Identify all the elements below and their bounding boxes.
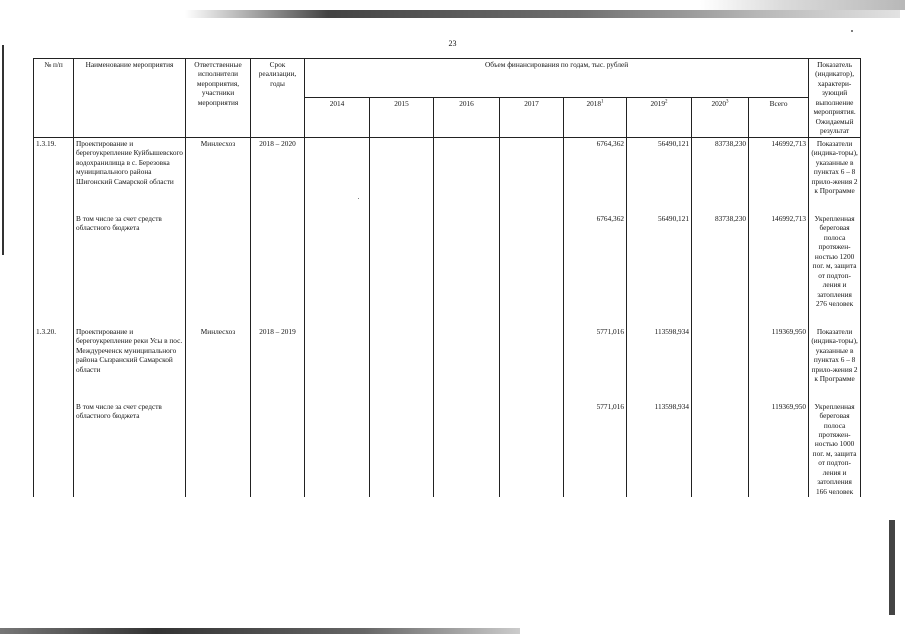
cell-2015 <box>370 401 434 498</box>
header-year-2015: 2015 <box>370 98 434 137</box>
cell-2014 <box>305 213 370 310</box>
scan-artifact-bottom <box>0 628 520 634</box>
header-year-2016: 2016 <box>434 98 500 137</box>
row-indicator: Укрепленная береговая полоса протяжен-ностью 1200 пог. м, защита от подтоп-ления и затопления 276 человек <box>809 213 861 310</box>
cell-2016 <box>434 137 500 196</box>
header-term: Срок реализации, годы <box>251 59 305 138</box>
cell-total: 119369,950 <box>749 326 809 385</box>
row-spacer <box>34 310 861 326</box>
cell-2014 <box>305 137 370 196</box>
row-num: 1.3.20. <box>34 326 74 385</box>
row-name: Проектирование и берегоукрепление реки Усы в пос. Междуреченск муниципального района Сызранский Самарской области <box>74 326 186 385</box>
table-row <box>34 137 861 196</box>
funding-table <box>33 58 861 497</box>
row-spacer <box>34 197 861 213</box>
cell-2016 <box>434 326 500 385</box>
row-responsible <box>186 213 251 310</box>
cell-2018: 6764,362 <box>564 137 627 196</box>
cell-2017 <box>500 401 564 498</box>
cell-2014 <box>305 401 370 498</box>
cell-2019: 113598,934 <box>627 326 692 385</box>
row-responsible: Минлесхоз <box>186 326 251 385</box>
cell-2020 <box>692 401 749 498</box>
row-num: 1.3.19. <box>34 137 74 196</box>
scan-speck <box>851 30 853 32</box>
page-number: 23 <box>448 39 457 48</box>
row-indicator: Укрепленная береговая полоса протяжен-ностью 1000 пог. м, защита от подтоп-ления и затопления 166 человек <box>809 401 861 498</box>
header-year-2014: 2014 <box>305 98 370 137</box>
scan-artifact-left <box>2 45 4 255</box>
header-name: Наименование мероприятия <box>74 59 186 138</box>
row-responsible <box>186 401 251 498</box>
cell-2017 <box>500 137 564 196</box>
cell-2015 <box>370 213 434 310</box>
row-term <box>251 401 305 498</box>
cell-2018: 5771,016 <box>564 401 627 498</box>
table-row <box>34 326 861 385</box>
header-indicator: Показатель (индикатор), характери-зующий выполнение мероприятия. Ожидаемый результат <box>809 59 861 138</box>
header-responsible: Ответственные исполнители мероприятия, участники мероприятия <box>186 59 251 138</box>
cell-2017 <box>500 326 564 385</box>
scan-artifact-top <box>185 10 900 18</box>
header-year-2020: 2020$^3$ <box>692 98 749 137</box>
header-funding: Объем финансирования по годам, тыс. рублей <box>305 59 809 98</box>
cell-2015 <box>370 137 434 196</box>
header-row-1 <box>34 59 861 98</box>
row-responsible: Минлесхоз <box>186 137 251 196</box>
cell-total: 146992,713 <box>749 137 809 196</box>
cell-2016 <box>434 213 500 310</box>
row-term: 2018 – 2019 <box>251 326 305 385</box>
cell-2019: 113598,934 <box>627 401 692 498</box>
row-spacer <box>34 385 861 401</box>
cell-total: 119369,950 <box>749 401 809 498</box>
cell-2015 <box>370 326 434 385</box>
cell-2014 <box>305 326 370 385</box>
row-name: В том числе за счет средств областного бюджета <box>74 401 186 498</box>
cell-2016 <box>434 401 500 498</box>
cell-2019: 56490,121 <box>627 213 692 310</box>
cell-2018: 5771,016 <box>564 326 627 385</box>
row-name: В том числе за счет средств областного бюджета <box>74 213 186 310</box>
row-name: Проектирование и берегоукрепление Куйбышевского водохранилища в с. Березовка муниципального района Шигонский Самарской области <box>74 137 186 196</box>
row-term <box>251 213 305 310</box>
cell-2020: 83738,230 <box>692 137 749 196</box>
header-year-2017: 2017 <box>500 98 564 137</box>
header-total: Всего <box>749 98 809 137</box>
row-num <box>34 213 74 310</box>
table-row <box>34 213 861 310</box>
cell-2020 <box>692 326 749 385</box>
table-row <box>34 401 861 498</box>
row-indicator: Показатели (индика-торы), указанные в пунктах 6 – 8 прило-жения 2 к Программе <box>809 326 861 385</box>
header-year-2018: 2018$^1$ <box>564 98 627 137</box>
header-num: № п/п <box>34 59 74 138</box>
cell-2017 <box>500 213 564 310</box>
cell-total: 146992,713 <box>749 213 809 310</box>
cell-2018: 6764,362 <box>564 213 627 310</box>
header-year-2019: 2019$^2$ <box>627 98 692 137</box>
scan-artifact-right <box>889 520 895 615</box>
cell-2020: 83738,230 <box>692 213 749 310</box>
row-term: 2018 – 2020 <box>251 137 305 196</box>
row-num <box>34 401 74 498</box>
cell-2019: 56490,121 <box>627 137 692 196</box>
row-indicator: Показатели (индика-торы), указанные в пунктах 6 – 8 прило-жения 2 к Программе <box>809 137 861 196</box>
scan-artifact-top-right <box>700 0 905 10</box>
